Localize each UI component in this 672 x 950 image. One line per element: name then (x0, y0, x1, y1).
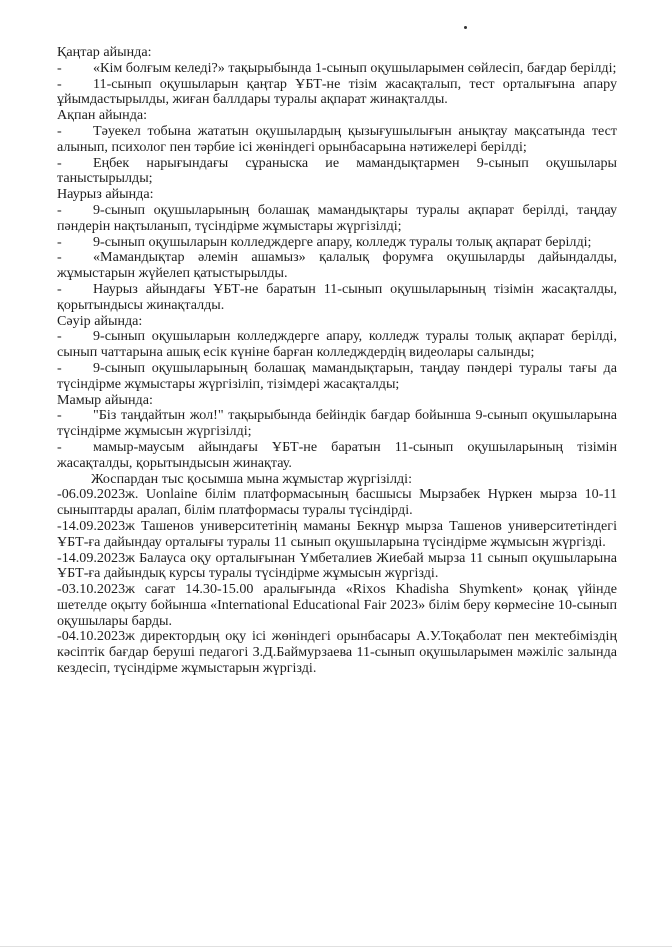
list-item (57, 440, 617, 472)
event-entry: -06.09.2023ж. Uonlaine білім платформасының басшысы Мырзабек Нүркен мырза 10-11 сыныптарды аралап, білім платформасы туралы түсіндірді. (57, 486, 617, 519)
month-heading: Ақпан айында: (57, 107, 148, 124)
list-item-text: мамыр-маусым айындағы ҰБТ-не баратын 11-сынып оқушыларының тізімін жасақталды, қорытындысын жинақтау. (57, 438, 617, 471)
list-item-text: Наурыз айындағы ҰБТ-не баратын 11-сынып оқушыларының тізімін жасақталды, қорытындысы жинақталды. (57, 280, 617, 313)
list-item (57, 124, 617, 156)
month-heading: Наурыз айында: (57, 186, 154, 203)
list-item (57, 329, 617, 361)
list-item-text: "Біз таңдайтын жол!" тақырыбында бейіндік бағдар бойынша 9-сынып оқушыларына түсіндірме жұмысын жүргізілді; (57, 407, 617, 440)
scan-dot (464, 26, 467, 29)
bullet-dash: - (57, 122, 62, 139)
event-entry: -04.10.2023ж директордың оқу ісі жөніндегі орынбасары А.У.Тоқаболат пен мектебіміздің кәсіптік бағдар беруші педагогі З.Д.Баймурзаева 11-сынып оқушыларымен мәжіліс залында кездесіп, түсіндірме жұмыстарын жүргізді. (57, 628, 617, 677)
bullet-dash: - (57, 154, 62, 171)
document-body (57, 45, 617, 677)
month-heading: Қаңтар айында: (57, 44, 152, 60)
list-item-text: 9-сынып оқушыларын колледждерге апару, колледж туралы толық ақпарат берілді; (93, 233, 592, 250)
event-entry: -14.09.2023ж Ташенов университетінің маманы Бекнұр мырза Ташенов университетіндегі ҰБТ-ға дайындау орталығы туралы 11 сынып оқушыларына түсіндірме жұмысын жүргізді. (57, 517, 617, 550)
bullet-dash: - (57, 201, 62, 218)
list-item-text: 9-сынып оқушыларының болашақ мамандықтары туралы ақпарат берілді, таңдау пәндерін нақтыланып, түсіндірме жұмыстары жүргізілді; (57, 201, 617, 234)
list-item-text: 11-сынып оқушыларын қаңтар ҰБТ-не тізім жасақталып, тест орталығына апару ұйымдастырылды, жиған баллдары туралы ақпарат жинақталды. (57, 75, 617, 108)
event-entry: -03.10.2023ж сағат 14.30-15.00 аралығында «Rixos Khadisha Shymkent» қонақ үйінде шетелде оқыту бойынша «International Educational Fair 2023» білім беру көрмесіне 10-сынып оқушылары барды. (57, 581, 617, 629)
section-intro: Жоспардан тыс қосымша мына жұмыстар жүргізілді: (91, 470, 412, 487)
list-item (57, 77, 617, 109)
list-item-text: 9-сынып оқушыларын колледждерге апару, колледж туралы толық ақпарат берілді, сынып чаттарына ашық есік күніне барған колледждердің видеолары салынды; (57, 328, 617, 361)
bullet-dash: - (57, 75, 62, 92)
bullet-dash: - (57, 280, 62, 297)
list-item-text: 9-сынып оқушыларының болашақ мамандықтарын, таңдау пәндері туралы тағы да түсіндірме жұмыстары жүргізіліп, тізімдері жасақталды; (57, 359, 617, 392)
list-item-text: «Кім болғым келеді?» тақырыбында 1-сынып оқушыларымен сөйлесіп, бағдар берілді; (93, 59, 617, 76)
month-heading: Сәуір айында: (57, 312, 143, 329)
bullet-dash: - (57, 407, 62, 424)
list-item-text: Еңбек нарығындағы сұраныска ие мамандықтармен 9-сынып оқушылары таныстырылды; (57, 154, 617, 187)
list-item (57, 282, 617, 314)
list-item (57, 61, 617, 77)
list-item-text: «Мамандықтар әлемін ашамыз» қалалық форумға оқушыларды дайындалды, жұмыстарын жүйелеп қатыстырылды. (57, 249, 617, 282)
list-item (57, 156, 617, 188)
bullet-dash: - (57, 328, 62, 345)
list-item (57, 203, 617, 235)
bullet-dash: - (57, 59, 62, 76)
month-heading: Мамыр айында: (57, 391, 153, 408)
event-entry: -14.09.2023ж Балауса оқу орталығынан Үмбеталиев Жиебай мырза 11 сынып оқушыларына ҰБТ-ға дайындық курсы туралы түсіндірме жұмысын жүргізді. (57, 549, 617, 582)
bottom-edge (0, 946, 672, 947)
list-item (57, 250, 617, 282)
bullet-dash: - (57, 233, 62, 250)
list-item-text: Тәуекел тобына жататын оқушылардың қызығушылығын анықтау мақсатында тест алынып, психолог пен тәрбие ісі жөніндегі орынбасарына нәтижелері берілді; (57, 122, 617, 155)
bullet-dash: - (57, 359, 62, 376)
list-item (57, 408, 617, 440)
bullet-dash: - (57, 438, 62, 455)
list-item (57, 235, 617, 251)
list-item (57, 361, 617, 393)
bullet-dash: - (57, 249, 62, 266)
